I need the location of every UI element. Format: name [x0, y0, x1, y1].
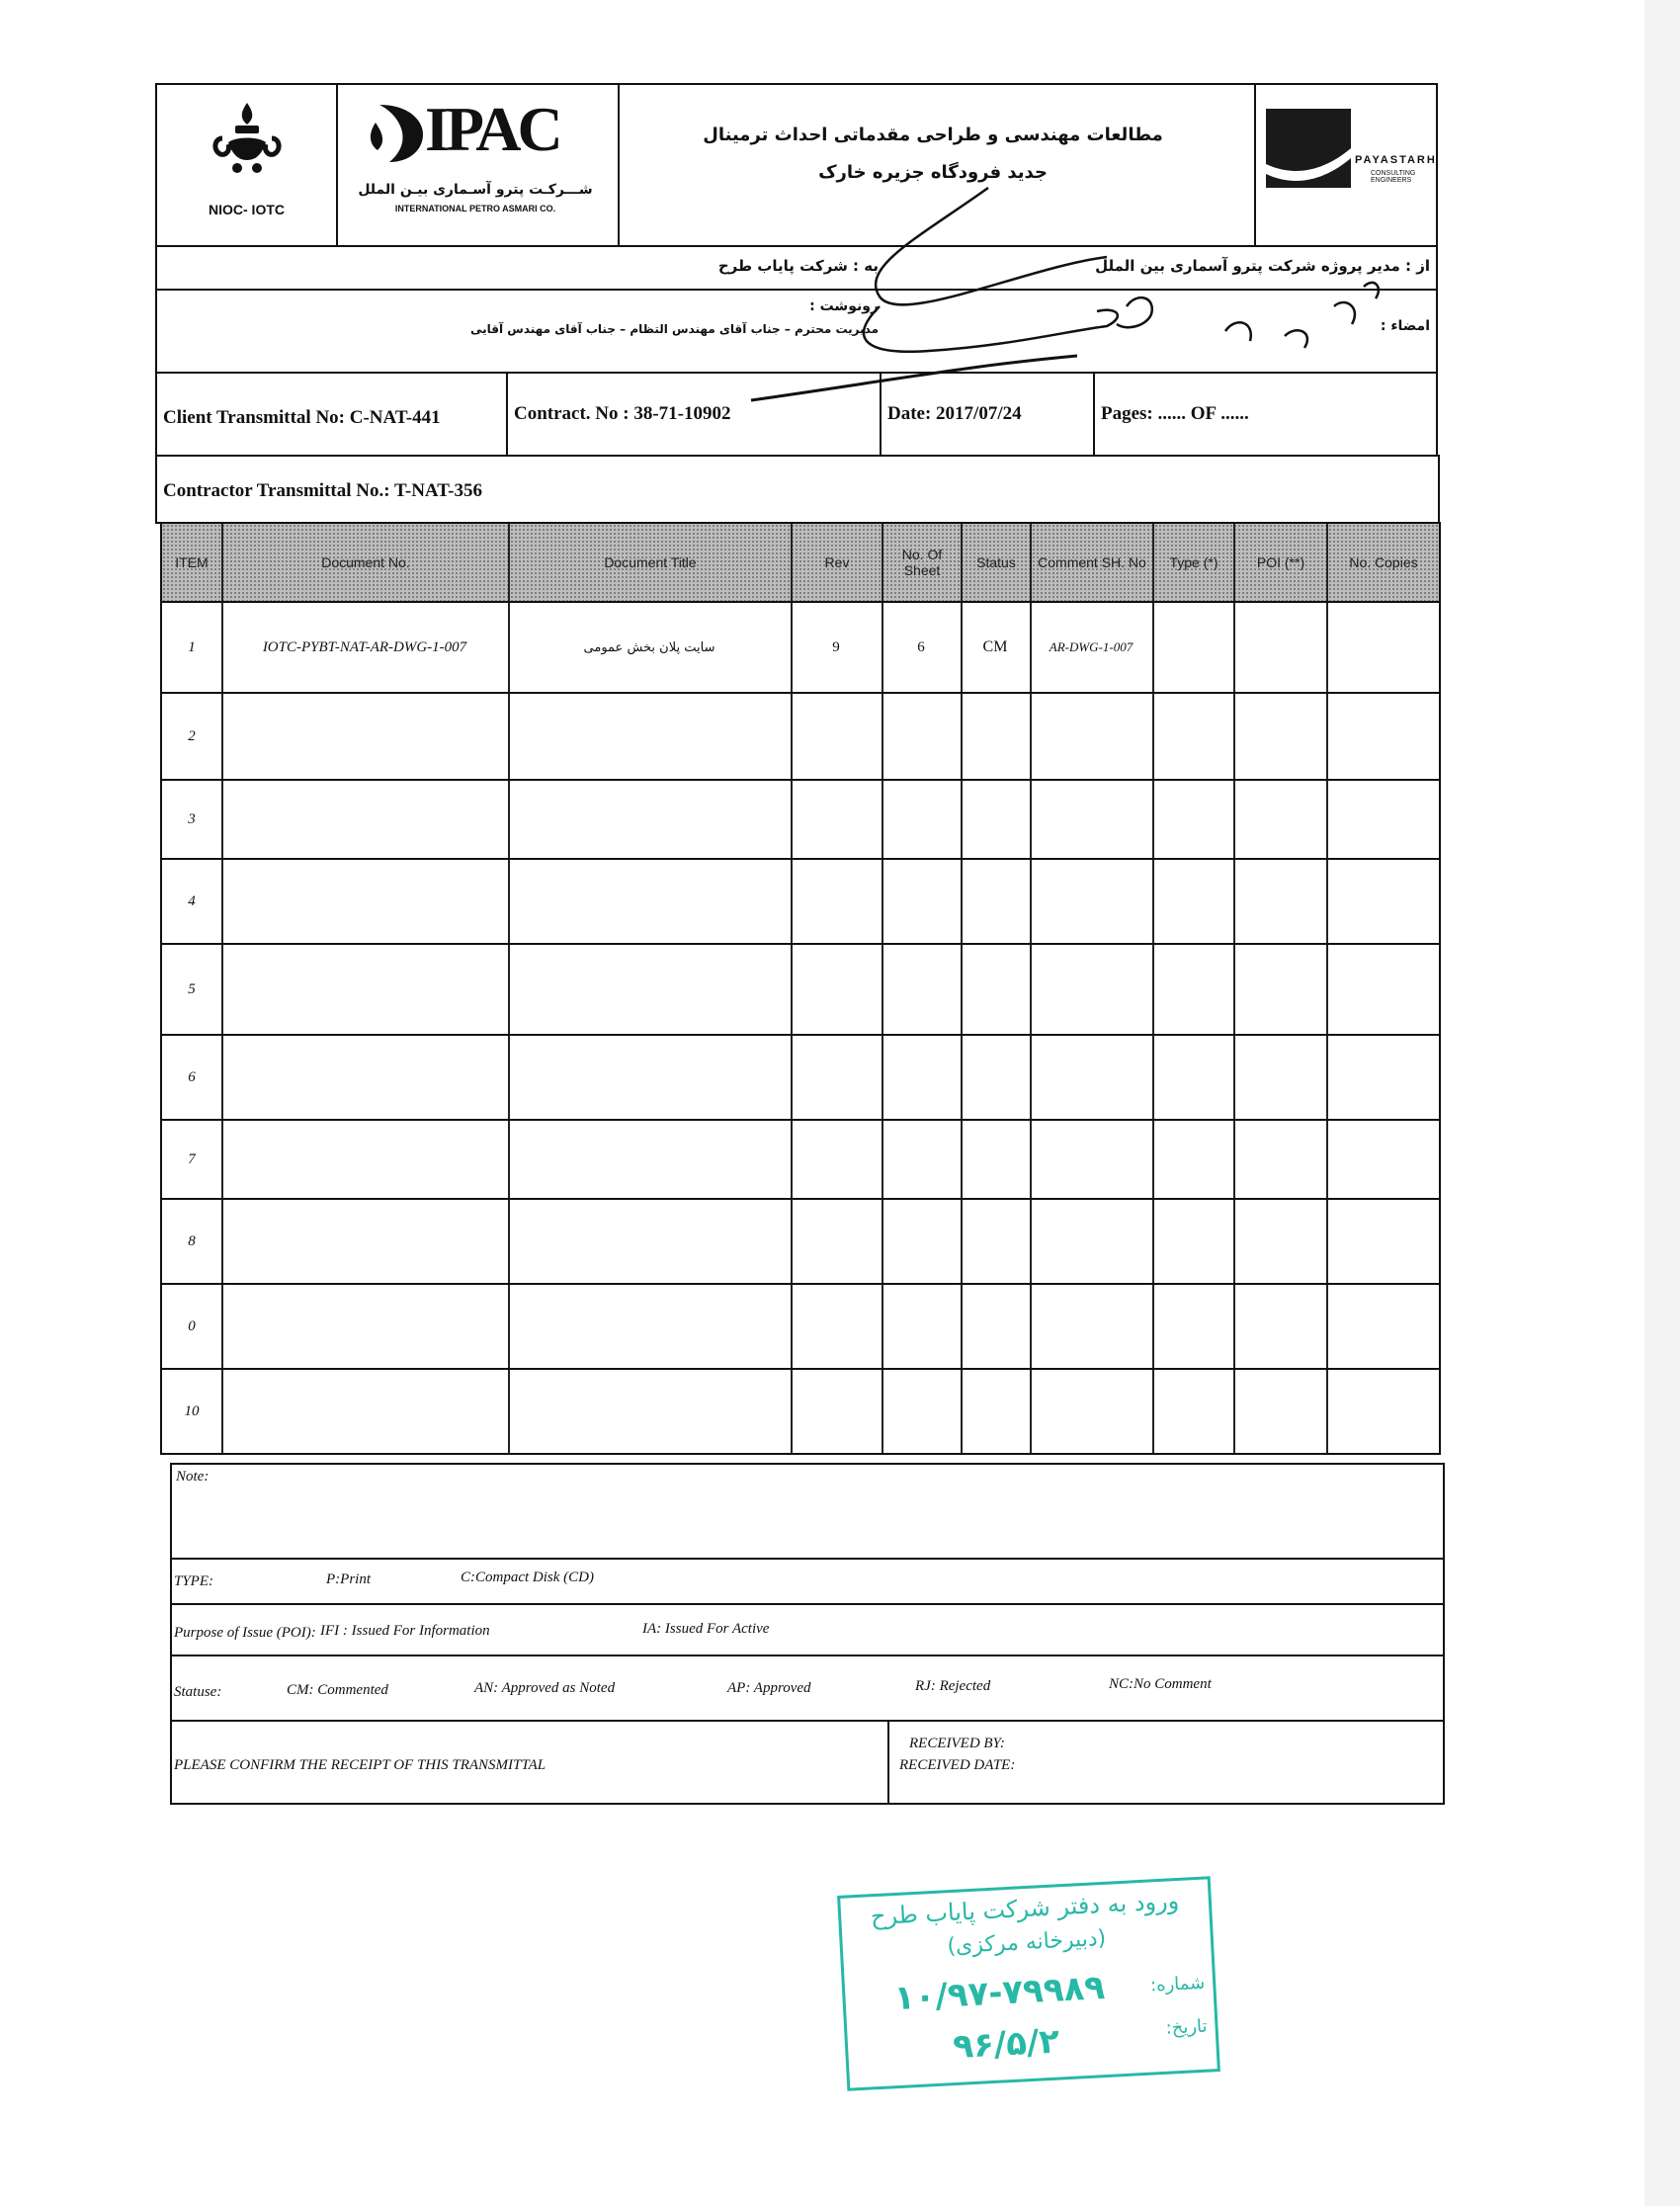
cell-sheets [882, 1121, 961, 1198]
cell-type [1152, 603, 1233, 692]
pages-count: Pages: ...... OF ...... [1101, 403, 1249, 424]
cell-poi [1233, 945, 1326, 1034]
cell-poi [1233, 1121, 1326, 1198]
stamp-date-value: ۹۶/۵/۲ [952, 2021, 1061, 2068]
cell-status [961, 945, 1030, 1034]
cell-status [961, 1285, 1030, 1368]
cell-doc-no [221, 1121, 508, 1198]
table-row [162, 1285, 1439, 1370]
cell-copies [1326, 860, 1439, 943]
confirm-text: PLEASE CONFIRM THE RECEIPT OF THIS TRANSMITTAL [174, 1757, 546, 1773]
cell-poi [1233, 860, 1326, 943]
cell-rev: 9 [832, 638, 840, 655]
cell-rev [791, 1285, 882, 1368]
cell-doc-no [221, 1200, 508, 1283]
type-cd: C:Compact Disk (CD) [461, 1570, 594, 1585]
cell-title [508, 1121, 791, 1198]
header-document-title: Document Title [508, 524, 791, 601]
cell-copies [1326, 1370, 1439, 1453]
cell-doc-no [221, 945, 508, 1034]
type-print: P:Print [326, 1571, 371, 1587]
cell-status [961, 1036, 1030, 1119]
ipac-logo-cell [338, 85, 620, 245]
ipac-name-fa: شـــرکـت پترو آسـماری بیـن الملل [358, 182, 593, 198]
cell-item: 3 [188, 810, 196, 827]
ipac-drop-logo-icon [350, 99, 429, 168]
cell-type [1152, 1370, 1233, 1453]
cell-title [508, 694, 791, 779]
scan-edge-strip [1644, 0, 1680, 2206]
cell-comment [1030, 781, 1152, 858]
cell-rev [791, 860, 882, 943]
project-title-line1: مطالعات مهندسی و طراحی مقدماتی احداث ترمینال [703, 125, 1163, 145]
stamp-number-value: ۱۰/۹۷-۷۹۹۸۹ [892, 1968, 1107, 2019]
cell-rev [791, 781, 882, 858]
cell-item: 5 [188, 980, 196, 997]
signature-label: امضاء : [1380, 318, 1430, 334]
cell-copies [1326, 694, 1439, 779]
table-row [162, 860, 1439, 945]
project-title-line2: جدید فرودگاه جزیره خارک [818, 162, 1048, 183]
poi-ia: IA: Issued For Active [642, 1621, 770, 1637]
cc-field-label: رونوشت : [809, 298, 879, 314]
cell-title [508, 1200, 791, 1283]
table-row [162, 694, 1439, 781]
stamp-line2: (دبیرخانه مرکزی) [946, 1925, 1107, 1960]
note-label: Note: [176, 1469, 210, 1485]
table-row [162, 1121, 1439, 1200]
header-item: ITEM [175, 554, 209, 570]
cell-sheets [882, 1370, 961, 1453]
cell-poi [1233, 694, 1326, 779]
cell-title [508, 1285, 791, 1368]
cell-copies [1326, 781, 1439, 858]
cell-title [508, 860, 791, 943]
cell-type [1152, 1036, 1233, 1119]
cell-copies [1326, 945, 1439, 1034]
nioc-label: NIOC- IOTC [209, 202, 285, 217]
cell-rev [791, 1200, 882, 1283]
nioc-logo-cell [157, 85, 338, 245]
cell-rev [791, 694, 882, 779]
cell-type [1152, 1285, 1233, 1368]
cell-type [1152, 781, 1233, 858]
cell-item: 4 [188, 892, 196, 909]
cell-poi [1233, 1036, 1326, 1119]
ipac-logo-text: IPAC [425, 94, 559, 164]
cell-status [961, 860, 1030, 943]
table-row [162, 945, 1439, 1036]
cell-item: 6 [188, 1068, 196, 1085]
cell-type [1152, 694, 1233, 779]
cell-type [1152, 1200, 1233, 1283]
type-row [172, 1560, 1443, 1605]
table-body [162, 603, 1439, 1453]
cell-status [961, 694, 1030, 779]
cell-sheets [882, 781, 961, 858]
client-transmittal-cell [157, 374, 508, 455]
document-table [160, 522, 1441, 1455]
cell-type [1152, 860, 1233, 943]
cell-item: 8 [188, 1232, 196, 1249]
header-poi: POI (**) [1233, 524, 1326, 601]
cell-item: 10 [184, 1402, 200, 1419]
to-field: به : شرکت پایاب طرح [717, 257, 879, 275]
notes-block [170, 1463, 1445, 1805]
contract-number: Contract. No : 38-71-10902 [514, 403, 731, 424]
received-date: RECEIVED DATE: [899, 1757, 1016, 1773]
cell-title [508, 1036, 791, 1119]
receipt-stamp [837, 1876, 1220, 2091]
cell-copies [1326, 1036, 1439, 1119]
cell-copies [1326, 1121, 1439, 1198]
table-header-row [162, 524, 1439, 603]
cell-doc-no [221, 1036, 508, 1119]
header-status: Status [961, 524, 1030, 601]
cell-doc-no [221, 781, 508, 858]
header-type: Type (*) [1152, 524, 1233, 601]
cell-poi [1233, 603, 1326, 692]
cell-copies [1326, 603, 1439, 692]
cell-item: 7 [188, 1150, 196, 1167]
cell-status [961, 1200, 1030, 1283]
status-row [172, 1656, 1443, 1722]
header-rev: Rev [791, 524, 882, 601]
consultant-name: PAYASTARH [1355, 154, 1437, 166]
cell-poi [1233, 1370, 1326, 1453]
cell-item: 1 [188, 638, 196, 655]
stamp-line1: ورود به دفتر شرکت پایاب طرح [870, 1886, 1180, 1931]
cell-rev [791, 945, 882, 1034]
cell-doc-no: IOTC-PYBT-NAT-AR-DWG-1-007 [262, 638, 467, 655]
status-nc: NC:No Comment [1109, 1676, 1212, 1692]
cell-comment [1030, 694, 1152, 779]
cell-sheets [882, 860, 961, 943]
cell-item: 2 [188, 727, 196, 744]
header-comment-sh-no: Comment SH. No [1030, 524, 1152, 601]
cell-sheets [882, 1036, 961, 1119]
cell-title [508, 781, 791, 858]
cell-rev [791, 1370, 882, 1453]
nioc-flame-logo-icon [203, 99, 292, 178]
client-transmittal: Client Transmittal No: C-NAT-441 [163, 407, 441, 428]
note-row [172, 1465, 1443, 1560]
header-no-copies: No. Copies [1326, 524, 1439, 601]
ipac-name-en: INTERNATIONAL PETRO ASMARI CO. [394, 204, 556, 213]
table-row [162, 1036, 1439, 1121]
cell-item: 0 [188, 1317, 196, 1334]
cell-comment [1030, 945, 1152, 1034]
table-row [162, 1370, 1439, 1453]
confirm-row [172, 1722, 1443, 1803]
cell-doc-no [221, 860, 508, 943]
cell-doc-no [221, 1285, 508, 1368]
cell-comment: AR-DWG-1-007 [1049, 639, 1134, 654]
poi-row [172, 1605, 1443, 1656]
status-an: AN: Approved as Noted [474, 1680, 616, 1696]
cell-poi [1233, 1285, 1326, 1368]
cell-status [961, 781, 1030, 858]
contractor-row [155, 455, 1440, 524]
handwritten-signature [692, 158, 1581, 415]
status-label: Statuse: [174, 1684, 222, 1700]
cell-title [508, 945, 791, 1034]
header-no-of-sheet: No. Of Sheet [882, 524, 961, 601]
cell-sheets [882, 945, 961, 1034]
stamp-date-label: تاریخ: [1165, 2015, 1209, 2039]
cell-rev [791, 1036, 882, 1119]
cell-type [1152, 1121, 1233, 1198]
cell-comment [1030, 1200, 1152, 1283]
status-rj: RJ: Rejected [915, 1678, 991, 1694]
cell-doc-no [221, 1370, 508, 1453]
cell-rev [791, 1121, 882, 1198]
cell-status: CM [982, 638, 1008, 655]
cell-status [961, 1121, 1030, 1198]
status-cm: CM: Commented [287, 1682, 388, 1698]
cell-comment [1030, 1370, 1152, 1453]
cc-field-value: مدیریت محترم – جناب آقای مهندس التظام – جناب آقای مهندس آقایی [469, 322, 879, 336]
table-row [162, 1200, 1439, 1285]
cell-comment [1030, 1285, 1152, 1368]
contractor-transmittal: Contractor Transmittal No.: T-NAT-356 [163, 480, 482, 501]
cell-copies [1326, 1285, 1439, 1368]
cell-status [961, 1370, 1030, 1453]
table-row [162, 781, 1439, 860]
header-document-no: Document No. [221, 524, 508, 601]
type-label: TYPE: [174, 1573, 214, 1589]
cell-sheets [882, 694, 961, 779]
cell-doc-no [221, 694, 508, 779]
cell-title: سایت پلان بخش عمومی [583, 639, 715, 655]
transmittal-date: Date: 2017/07/24 [887, 403, 1022, 424]
poi-ifi: IFI : Issued For Information [320, 1623, 490, 1639]
cell-sheets: 6 [917, 638, 925, 655]
cell-poi [1233, 781, 1326, 858]
cell-comment [1030, 1036, 1152, 1119]
cell-title [508, 1370, 791, 1453]
confirm-cell [172, 1722, 889, 1803]
cell-comment [1030, 860, 1152, 943]
consultant-sub: CONSULTING ENGINEERS [1371, 170, 1416, 184]
poi-label: Purpose of Issue (POI): [174, 1625, 316, 1641]
cell-copies [1326, 1200, 1439, 1283]
cell-sheets [882, 1285, 961, 1368]
cell-sheets [882, 1200, 961, 1283]
status-ap: AP: Approved [727, 1680, 811, 1696]
from-field: از : مدیر پروژه شرکت پترو آسماری بین الملل [1095, 257, 1430, 275]
cell-comment [1030, 1121, 1152, 1198]
table-row [162, 603, 1439, 694]
received-by: RECEIVED BY: [909, 1736, 1005, 1751]
cell-poi [1233, 1200, 1326, 1283]
cell-type [1152, 945, 1233, 1034]
stamp-number-label: شماره: [1149, 1972, 1206, 1996]
